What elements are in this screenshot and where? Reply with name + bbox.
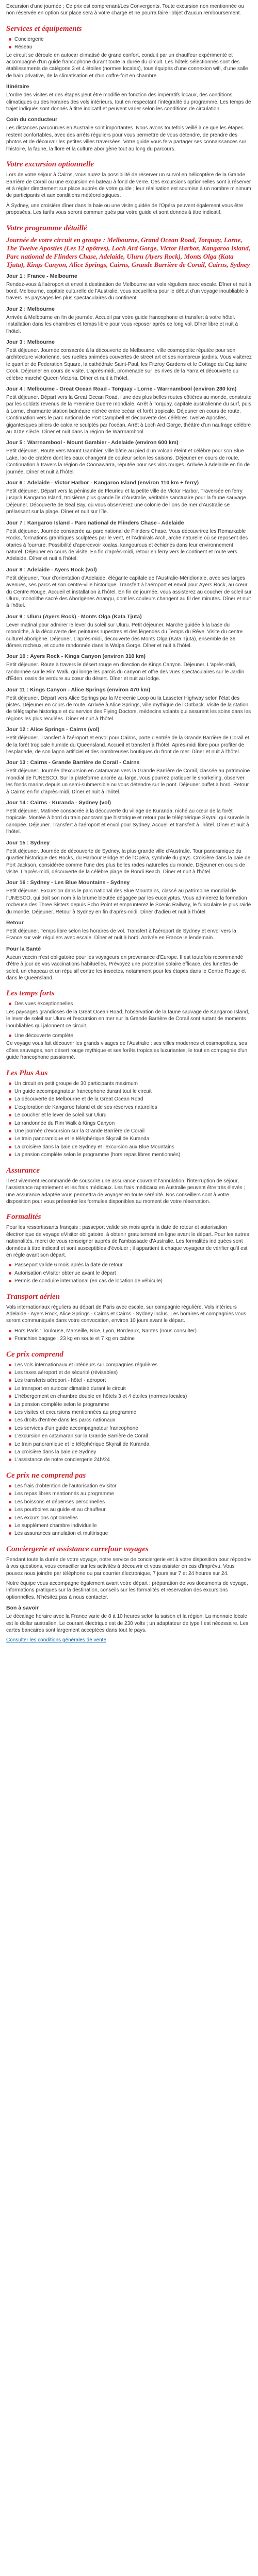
- subsection-heading: Jour 16 : Sydney - Les Blue Mountains - Sydney: [6, 879, 130, 886]
- list-item: L'hébergement en chambre double en hôtels 3 et 4 étoiles (normes locales): [6, 1393, 252, 1400]
- list-item: La croisière dans la baie de Sydney et l'excursion aux Blue Mountains: [6, 1144, 252, 1150]
- section-heading: Ce prix comprend: [6, 1350, 63, 1359]
- section-heading: Votre excursion optionnelle: [6, 160, 94, 169]
- paragraph: L'ordre des visites et des étapes peut être modifié en fonction des impératifs locaux, des conditions climatiques ou des horaires des vols intérieurs, tout en respectant l'intégralité du programme. Les temps de trajet indiqués sont donnés à titre indicatif et peuvent varier selon les conditions de circulation.: [6, 92, 251, 112]
- subsection-heading: Jour 15 : Sydney: [6, 839, 50, 846]
- section-heading: Assurance: [6, 1166, 40, 1175]
- list-item: Le transport en autocar climatisé durant le circuit: [6, 1385, 252, 1392]
- link[interactable]: Consulter les conditions générales de vente: [6, 1637, 107, 1643]
- subsection-heading: Bon à savoir: [6, 1605, 39, 1612]
- list-item: La découverte de Melbourne et de la Great Ocean Road: [6, 1096, 252, 1103]
- subsection-heading: Jour 14 : Cairns - Kuranda - Sydney (vol): [6, 800, 111, 806]
- subsection-heading: Jour 11 : Kings Canyon - Alice Springs (environ 470 km): [6, 686, 151, 693]
- list-item: Hors Paris : Toulouse, Marseille, Nice, Lyon, Bordeaux, Nantes (nous consulter): [6, 1328, 252, 1334]
- subsection-heading: Jour 4 : Melbourne - Great Ocean Road - Torquay - Lorne - Warrnambool (environ 280 km): [6, 386, 237, 392]
- paragraph: Il est vivement recommandé de souscrire une assurance couvrant l'annulation, l'interruption de séjour, l'assistance rapatriement et les frais médicaux. Les frais médicaux en Australie peuvent être très élevés ; une assurance adaptée vous permettra de voyager en toute sérénité. Nos conseillers sont à votre disposition pour vous présenter les formules disponibles au moment de votre réservation.: [6, 1178, 246, 1205]
- paragraph: Pendant toute la durée de votre voyage, notre service de conciergerie est à votre disposition pour répondre à vos questions, vous conseiller sur les activités à découvrir et vous assister en cas d'imprévu. Vous pouvez nous joindre par téléphone ou par courrier électronique, 7 jours sur 7 et 24 heures sur 24.: [6, 1556, 251, 1577]
- section-heading: Formalités: [6, 1213, 41, 1222]
- list-item: Une journée d'excursion sur la Grande Barrière de Corail: [6, 1128, 252, 1134]
- list-item: Le train panoramique et le téléphérique Skyrail de Kuranda: [6, 1136, 252, 1142]
- section-heading: Votre programme détaillé: [6, 224, 87, 232]
- paragraph: Lors de votre séjour à Cairns, vous aurez la possibilité de réserver un survol en hélicoptère de la Grande Barrière de Corail ou une excursion en bateau à fond de verre. Ces excursions optionnelles sont à réserver et à régler directement sur place auprès de votre guide ; leur réalisation est soumise à un nombre minimum de participants et aux conditions météorologiques.: [6, 172, 251, 199]
- list-item: Les taxes aéroport et de sécurité (révisables): [6, 1369, 252, 1376]
- list-item: L'excursion en catamaran sur la Grande Barrière de Corail: [6, 1433, 252, 1439]
- paragraph: Les paysages grandioses de la Great Ocean Road, l'observation de la faune sauvage de Kangaroo Island, le lever de soleil sur Uluru et l'excursion en mer sur la Grande Barrière de Corail sont autant de moments inoubliables qui jalonnent ce circuit.: [6, 1009, 250, 1029]
- paragraph: Vols internationaux réguliers au départ de Paris avec escale, sur compagnie régulière. Vols intérieurs Adelaide - Ayers Rock, Alice Springs - Cairns et Cairns - Sydney inclus. Les horaires et compagnies vous seront communiqués dans votre convocation, environ 10 jours avant le départ.: [6, 1304, 247, 1324]
- subsection-heading: Jour 5 : Warrnambool - Mount Gambier - Adelaide (environ 600 km): [6, 439, 179, 446]
- section-heading: Les Plus Aus: [6, 1069, 48, 1077]
- subsection-heading: Jour 12 : Alice Springs - Cairns (vol): [6, 726, 100, 733]
- subsection-heading: Jour 3 : Melbourne: [6, 338, 55, 345]
- list-item: Un circuit en petit groupe de 30 participants maximum: [6, 1080, 252, 1087]
- section-heading: Ce prix ne comprend pas: [6, 1471, 86, 1480]
- list-item: Les excursions optionnelles: [6, 1515, 252, 1521]
- list-item: Les assurances annulation et multirisque: [6, 1530, 252, 1537]
- subsection-heading: Jour 13 : Cairns - Grande Barrière de Corail - Cairns: [6, 759, 140, 766]
- list-item: La pension complète selon le programme: [6, 1401, 252, 1408]
- paragraph: Le décalage horaire avec la France varie de 8 à 10 heures selon la saison et la région. La monnaie locale est le dollar australien. Le courant électrique est de 230 volts ; un adaptateur de type I est nécessaire. Les cartes bancaires sont largement acceptées dans tout le pays.: [6, 1614, 249, 1633]
- list-item: Franchise bagage : 23 kg en soute et 7 kg en cabine: [6, 1335, 252, 1342]
- paragraph: Lever matinal pour admirer le lever du soleil sur Uluru. Petit déjeuner. Marche guidée à la base du monolithe, à la découverte des peintures rupestres et des légendes du Temps du Rêve. Visite du centre culturel aborigène. Déjeuner. L'après-midi, découverte des Monts Olga (Kata Tjuta), ensemble de 36 dômes rocheux, et courte randonnée dans la Walpa Gorge. Dîner et nuit à l'hôtel.: [6, 622, 243, 649]
- list-item: Le coucher et le lever de soleil sur Uluru: [6, 1112, 252, 1118]
- list-item: Les boissons et dépenses personnelles: [6, 1499, 252, 1505]
- subsection-heading: Jour 8 : Adelaide - Ayers Rock (vol): [6, 566, 97, 573]
- paragraph: Ce voyage vous fait découvrir les grands visages de l'Australie : ses villes modernes et cosmopolites, ses côtes sauvages, son désert rouge mythique et ses forêts tropicales luxuriantes, le tout en compagnie d'un guide francophone passionné.: [6, 1041, 248, 1061]
- list-item: La randonnée du Rim Walk à Kings Canyon: [6, 1120, 252, 1127]
- paragraph: À Sydney, une croisière dîner dans la baie ou une visite guidée de l'Opéra peuvent également vous être proposées. Les tarifs vous seront communiqués par votre guide et sont donnés à titre indicatif.: [6, 202, 244, 216]
- paragraph: Petit déjeuner. Matinée consacrée à la découverte du village de Kuranda, niché au cœur de la forêt tropicale. Montée à bord du train panoramique historique et retour par le téléphérique Skyrail qui survole la canopée. Déjeuner. Transfert à l'aéroport et envol pour Sydney. Accueil et transfert à l'hôtel. Dîner et nuit à l'hôtel.: [6, 808, 250, 835]
- paragraph: Aucun vaccin n'est obligatoire pour les voyageurs en provenance d'Europe. Il est toutefois recommandé d'être à jour de vos vaccinations habituelles. Prévoyez une protection solaire efficace, des lunettes de soleil, un chapeau et un répulsif contre les insectes, notamment pour les étapes dans le Centre Rouge et dans le Queensland.: [6, 954, 246, 981]
- list-item: Des vues exceptionnelles: [6, 1001, 252, 1007]
- itinerary-title: Journée de votre circuit en groupe : Melbourne, Grand Ocean Road, Torquay, Lorne, The Twelve Apostles (Les 12 apôtres), Loch Ard Gorge, Victor Harbor, Kangaroo Island, Parc national de Flinders Chase, Adelaide, Uluru (Ayers Rock), Monts Olga (Kata Tjuta), Kings Canyon, Alice Springs, Cairns, Grande Barrière de Corail, Cairns, Sydney: [6, 235, 251, 268]
- subsection-heading: Jour 2 : Melbourne: [6, 306, 55, 312]
- paragraph: Petit déjeuner. Excursion dans le parc national des Blue Mountains, classé au patrimoine mondial de l'UNESCO, qui doit son nom à la brume bleutée dégagée par les eucalyptus. Vous admirerez la formation rocheuse des Three Sisters depuis Echo Point et emprunterez le Scenic Railway, le funiculaire le plus raide du monde. Déjeuner. Retour à Sydney en fin d'après-midi. Dîner d'adieu et nuit à l'hôtel.: [6, 888, 251, 915]
- paragraph: Le circuit se déroule en autocar climatisé de grand confort, conduit par un chauffeur expérimenté et accompagné d'un guide francophone durant toute la durée du circuit. Les hôtels sélectionnés sont des établissements de catégorie 3 et 4 étoiles (normes locales), tous équipés d'une connexion wifi, d'une salle de bain privative, de la climatisation et d'un coffre-fort en chambre.: [6, 52, 248, 79]
- paragraph: Petit déjeuner. Tour d'orientation d'Adelaide, élégante capitale de l'Australie-Méridionale, avec ses larges avenues, ses parcs et son centre-ville historique. Transfert à l'aéroport et envol pour Ayers Rock, au cœur du Centre Rouge. Accueil et installation à l'hôtel. En fin de journée, vous assisterez au coucher de soleil sur Uluru, monolithe sacré des Aborigènes Anangu, dont les couleurs changent au fil des minutes. Dîner et nuit à l'hôtel.: [6, 575, 252, 609]
- list-item: Les frais d'obtention de l'autorisation eVisitor: [6, 1483, 252, 1489]
- paragraph: Petit déjeuner. Journée de découverte de Sydney, la plus grande ville d'Australie. Tour panoramique du quartier historique des Rocks, du Harbour Bridge et de l'Opéra, symbole du pays. Croisière dans la baie de Port Jackson, considérée comme l'une des plus belles rades naturelles du monde. Déjeuner en cours de visite. L'après-midi, découverte de la célèbre plage de Bondi Beach. Dîner et nuit à l'hôtel.: [6, 848, 251, 875]
- subsection-heading: Coin du conducteur: [6, 116, 58, 123]
- paragraph: Petit déjeuner. Temps libre selon les horaires de vol. Transfert à l'aéroport de Sydney et envol vers la France sur vols réguliers avec escale. Dîner et nuit à bord. Arrivée en France le lendemain.: [6, 928, 236, 941]
- paragraph: Rendez-vous à l'aéroport et envol à destination de Melbourne sur vols réguliers avec escale. Dîner et nuit à bord. Melbourne, capitale culturelle de l'Australie, vous accueillera pour le début d'un voyage inoubliable à travers les paysages les plus spectaculaires du continent.: [6, 281, 251, 301]
- list-item: Passeport valide 6 mois après la date de retour: [6, 1262, 252, 1268]
- list-item: Autorisation eVisitor obtenue avant le départ: [6, 1270, 252, 1277]
- list-item: Le train panoramique et le téléphérique Skyrail de Kuranda: [6, 1441, 252, 1448]
- list-item: Les services d'un guide accompagnateur francophone: [6, 1425, 252, 1432]
- paragraph: Petit déjeuner. Journée consacrée au parc national de Flinders Chase. Vous découvrirez les Remarkable Rocks, formations granitiques sculptées par le vent, et l'Admirals Arch, arche naturelle où se reposent des otaries à fourrure. Possibilité d'apercevoir koalas, kangourous et échidnés dans leur environnement naturel. Déjeuner en cours de visite. En fin d'après-midi, retour en ferry vers le continent et route vers Adelaide. Dîner et nuit à l'hôtel.: [6, 528, 248, 562]
- subsection-heading: Jour 9 : Uluru (Ayers Rock) - Monts Olga (Kata Tjuta): [6, 613, 142, 620]
- subsection-heading: Jour 7 : Kangaroo Island - Parc national de Flinders Chase - Adelaide: [6, 519, 184, 526]
- list-item: Une découverte complète: [6, 1032, 252, 1039]
- list-item: La pension complète selon le programme (hors repas libres mentionnés): [6, 1151, 252, 1158]
- paragraph: Petit déjeuner. Route à travers le désert rouge en direction de Kings Canyon. Déjeuner. L'après-midi, randonnée sur le Rim Walk, qui longe les parois du canyon et offre des vues spectaculaires sur le Jardin d'Éden, oasis de verdure au cœur du désert. Dîner et nuit au lodge.: [6, 662, 245, 682]
- paragraph: Petit déjeuner. Journée consacrée à la découverte de Melbourne, ville cosmopolite réputée pour son architecture victorienne, ses ruelles animées couvertes de street art et ses nombreux jardins. Vous visiterez le quartier de Federation Square, la cathédrale Saint-Paul, les Fitzroy Gardens et le Cottage du Capitaine Cook. Déjeuner en cours de visite. L'après-midi, promenade sur les rives de la Yarra et découverte du célèbre marché Queen Victoria. Dîner et nuit à l'hôtel.: [6, 347, 252, 381]
- list-item: Un guide accompagnateur francophone durant tout le circuit: [6, 1088, 252, 1095]
- list-item: L'exploration de Kangaroo Island et de ses réserves naturelles: [6, 1104, 252, 1111]
- subsection-heading: Itinéraire: [6, 83, 29, 90]
- paragraph: Arrivée à Melbourne en fin de journée. Accueil par votre guide francophone et transfert à votre hôtel. Installation dans les chambres et temps libre pour vous reposer après ce long vol. Dîner libre et nuit à l'hôtel.: [6, 314, 238, 334]
- paragraph: Petit déjeuner. Transfert à l'aéroport et envol pour Cairns, porte d'entrée de la Grande Barrière de Corail et de la forêt tropicale humide du Queensland. Accueil et transfert à l'hôtel. Après-midi libre pour profiter de l'esplanade, de son lagon artificiel et des nombreuses boutiques du front de mer. Dîner et nuit à l'hôtel.: [6, 735, 249, 755]
- paragraph: Les distances parcourues en Australie sont importantes. Nous avons toutefois veillé à ce que les étapes restent confortables, avec des arrêts réguliers pour vous permettre de vous détendre, de prendre des photos et de découvrir les petites villes traversées. Votre guide vous fera partager ses connaissances sur l'histoire, la faune, la flore et la culture aborigène tout au long du parcours.: [6, 125, 247, 152]
- paragraph: Petit déjeuner. Départ vers la Great Ocean Road, l'une des plus belles routes côtières au monde, construite par les soldats revenus de la Première Guerre mondiale. Arrêt à Torquay, capitale australienne du surf, puis à Lorne, charmante station balnéaire nichée entre océan et forêt tropicale. Déjeuner en cours de route. Continuation vers le parc national de Port Campbell et découverte des célèbres Twelve Apostles, gigantesques piliers de calcaire sculptés par l'océan. Arrêt à Loch Ard Gorge, théâtre d'un naufrage célèbre au XIXe siècle. Dîner et nuit dans la région de Warrnambool.: [6, 395, 252, 435]
- paragraph: Pour les ressortissants français : passeport valide six mois après la date de retour et autorisation électronique de voyage eVisitor obligatoire, à obtenir gratuitement en ligne avant le départ. Pour les autres nationalités, merci de vous renseigner auprès de l'ambassade d'Australie. Les formalités indiquées sont données à titre indicatif et sont susceptibles d'évoluer ; il appartient à chaque voyageur de vérifier qu'il est en règle avant son départ.: [6, 1225, 249, 1258]
- list-item: Les vols internationaux et intérieurs sur compagnies régulières: [6, 1362, 252, 1368]
- subsection-heading: Pour la Santé: [6, 945, 41, 952]
- paragraph: Excursion d'une journée ; Ce prix est comprenant/Les Convergents. Toute excursion non mentionnée ou non réservée en option sur place sera à votre charge et ne pourra faire l'objet d'aucun remboursement.: [6, 4, 244, 16]
- list-item: Les droits d'entrée dans les parcs nationaux: [6, 1417, 252, 1423]
- paragraph: Petit déjeuner. Départ vers Alice Springs par la Mereenie Loop ou la Lasseter Highway selon l'état des pistes. Déjeuner en cours de route. Arrivée à Alice Springs, ville mythique de l'Outback. Visite de la station de télégraphe historique et du service des Flying Doctors, médecins volants qui assurent les soins dans les régions les plus reculées. Dîner et nuit à l'hôtel.: [6, 695, 251, 722]
- list-item: La croisière dans la baie de Sydney: [6, 1449, 252, 1455]
- subsection-heading: Jour 10 : Ayers Rock - Kings Canyon (environ 310 km): [6, 653, 146, 660]
- list-item: Les transferts aéroport - hôtel - aéroport: [6, 1377, 252, 1384]
- subsection-heading: Retour: [6, 919, 24, 926]
- list-item: Conciergerie: [6, 36, 252, 43]
- subsection-heading: Jour 1 : France - Melbourne: [6, 273, 77, 279]
- paragraph: Notre équipe vous accompagne également avant votre départ : préparation de vos documents de voyage, informations pratiques sur la destination, conseils sur les formalités et réservation des excursions optionnelles. N'hésitez pas à nous contacter.: [6, 1580, 248, 1600]
- paragraph: Petit déjeuner. Journée d'excursion en catamaran vers la Grande Barrière de Corail, classée au patrimoine mondial de l'UNESCO. Sur la plateforme ancrée au large, vous pourrez pratiquer le snorkeling, observer les fonds marins depuis un semi-submersible ou vous détendre sur le pont. Déjeuner buffet à bord. Retour à Cairns en fin d'après-midi. Dîner et nuit à l'hôtel.: [6, 768, 250, 795]
- section-heading: Transport aérien: [6, 1292, 60, 1301]
- list-item: L'assistance de notre conciergerie 24h/24: [6, 1456, 252, 1463]
- list-item: Les repas libres mentionnés au programme: [6, 1490, 252, 1497]
- list-item: Permis de conduire international (en cas de location de véhicule): [6, 1278, 252, 1284]
- paragraph: Petit déjeuner. Départ vers la péninsule de Fleurieu et la petite ville de Victor Harbor. Traversée en ferry jusqu'à Kangaroo Island, troisième plus grande île d'Australie, véritable sanctuaire pour la faune sauvage. Déjeuner. Découverte de Seal Bay, où vous observerez une colonie de lions de mer d'Australie se prélassant sur la plage. Dîner et nuit sur l'île.: [6, 488, 248, 515]
- section-heading: Conciergerie et assistance carrefour voyages: [6, 1545, 149, 1553]
- section-heading: Services et équipements: [6, 24, 82, 33]
- section-heading: Les temps forts: [6, 989, 55, 998]
- list-item: Réseau: [6, 44, 252, 50]
- paragraph: Petit déjeuner. Route vers Mount Gambier, ville bâtie au pied d'un volcan éteint et célèbre pour son Blue Lake, lac de cratère dont les eaux changent de couleur selon les saisons. Déjeuner en cours de route. Continuation à travers la région de Coonawarra, réputée pour ses vins rouges. Arrivée à Adelaide en fin de journée. Dîner et nuit à l'hôtel.: [6, 448, 250, 475]
- subsection-heading: Jour 6 : Adelaide - Victor Harbor - Kangaroo Island (environ 110 km + ferry): [6, 480, 199, 486]
- list-item: Les pourboires au guide et au chauffeur: [6, 1506, 252, 1513]
- list-item: Le supplément chambre individuelle: [6, 1522, 252, 1529]
- list-item: Les visites et excursions mentionnées au programme: [6, 1409, 252, 1416]
